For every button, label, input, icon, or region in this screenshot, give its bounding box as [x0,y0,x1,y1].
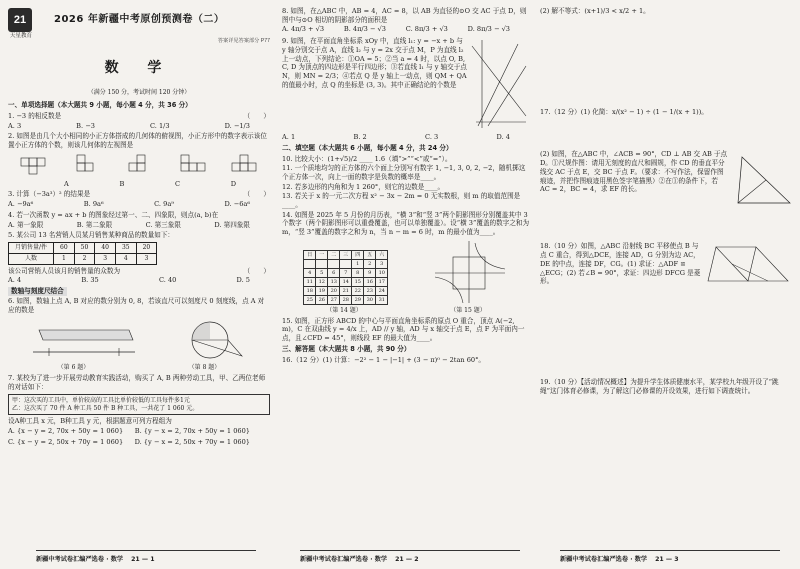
question-17-part-2: (2) 如图，在△ABC 中，∠ACB = 90°，CD ⊥ AB 交 AB 于点 D。①尺规作图：请用无刻度的直尺和圆规，作 CD 的垂直平分线交 AC 于点 E，交 BC 于点 F。（要求：不写作法，保留作图痕迹，并把作图痕迹用黑色签字笔描黑）②在①的条件下，若 AC = 2，BC = 4，求 EF 的长。 [540,150,728,194]
question-13: 13. 若关于 x 的一元二次方程 x² − 3x − 2m = 0 无实数根，则 m 的取值范围是____。 [282,192,521,210]
hyperbola-square-figure [431,239,509,305]
table-row: 25 26 27 28 29 30 31 [304,295,388,304]
answer-space [540,287,794,377]
page-number: 21 — 3 [655,556,679,563]
question-2-option-labels: A B C D [64,179,236,188]
question-1-options: A. 3 B. −3 C. 1/3 D. −1/3 [8,121,250,130]
footer-page-1: 新疆中考试卷汇编严选卷 · 数学 21 — 1 [36,550,256,563]
top-view-figure [19,156,53,178]
page-number: 21 — 1 [131,556,155,563]
question-5-prompt: 该公司营销人员该月的销售量的众数为 （ ） [8,266,270,275]
table-row: 4 5 6 7 8 9 10 [304,268,388,277]
figure-15-caption: （第 15 题） [450,306,486,314]
question-16-part-2: (2) 解不等式：(x+1)/3 < x/2 + 1。 [540,7,650,15]
figure-captions [8,364,270,372]
question-14-15-figures [282,239,530,305]
table-row: 1 2 3 [304,259,388,268]
dialogue-box: 甲：这次买的工具中，单价较高的工具比单价较低的工具每件多1元 乙：这次买了 70 件 A 种工具 50 件 B 种工具，一共花了 1 060 元。 [8,394,270,416]
answer-space [540,117,794,149]
question-3-options: A. −9a⁶ B. 9a⁶ C. 9a⁹ D. −6a⁶ [8,200,250,209]
section-2-title: 二、填空题（本大题共 6 小题，每小题 4 分，共 24 分） [282,143,453,152]
figure-14-caption: （第 14 题） [326,306,362,314]
question-7: 7. 某校为了进一步开展劳动教育实践活动，购买了 A, B 两种劳动工具，甲、乙两位老师的对话如下： [8,374,266,391]
table-row: 日 一 二 三 四 五 六 [304,250,388,259]
answer-space [540,209,794,241]
footer-page-2: 新疆中考试卷汇编严选卷 · 数学 21 — 2 [300,550,520,563]
question-8: 8. 如图，在△ABC 中，AB = 4，AC = 8，以 AB 为直径的⊙O 交 AC 于点 D，则图中与⊙O 相切的阴影部分的面积是 [282,7,527,24]
answer-reference: 答案详见答案部分 P77 [217,38,270,44]
question-9: 9. 如图，在平面直角坐标系 xOy 中，直线 l₁: y = −x + b 与 y 轴分别交于点 A，直线 l₂ 与 y = 2x 交于点 M，P 为直线 l₂ 上一动点，下列结论：①OA = 5；②当 a = 4 时，以点 O, B, C, D 为顶点的四边形是平行四边形；③若直线 l₁ 与 y 轴交于点 N，则 MN = 2/3；④若点 Q 是 y 轴上一动点，则 QM + QA 的值最小时，点 Q 的坐标是 (3, 3)。其中正确结论的个数是 [282,37,467,89]
topic-tag: 数轴与刻度尺结合 [8,287,67,296]
table-row: 人数 1 2 3 4 3 [9,253,157,264]
question-6 [8,287,270,296]
question-14: 14. 如图是 2025 年 5 月份的月历表，“横 3”和“竖 3”两个阴影图形分别覆盖其中 3 个数字（两个阴影图形可以重叠覆盖，也可以单独覆盖）。设“横 3”覆盖的数字之和为 m，“竖 3”覆盖的数字之和为 n，当 n − m = 6 时，m 的最小值为____。 [282,210,530,237]
header [8,6,270,34]
question-4: 4. 若一次函数 y = ax + b 的图象经过第一、二、四象限，则点(a, b)在 [8,210,219,219]
question-18-block [540,241,794,287]
question-4-options: A. 第一象限 B. 第二象限 C. 第三象限 D. 第四象限 [8,220,250,229]
question-18: 18.（10 分）如图，△ABC 沿射线 BC 平移使点 B 与点 C 重合，得到△DCE，连接 AD，G 分别为边 AC，DE 的中点，连接 DF，CG。(1) 求证：△ADF ≌ △ECG；(2) 若∠B = 90°，求证：四边形 DFCG 是菱形。 [540,242,701,286]
table-row: 月销售量/件 60 50 40 35 20 [9,242,157,253]
question-10: 10. 比较大小：(1+√5)/2 ____ 1.6（填“>”“<”或“=”）。 [282,154,452,163]
column-3 [540,6,794,545]
view-option-a [74,152,104,178]
view-option-d [229,152,259,178]
publisher-logo: 天星教育 [10,33,33,39]
sales-table [8,242,157,265]
section-1-title: 一、单项选择题（本大题共 9 小题，每小题 4 分，共 36 分） [8,101,192,110]
paper-number-badge: 21 [8,8,32,32]
translation-triangles-figure [704,241,794,285]
table-row: 18 19 20 21 22 23 24 [304,286,388,295]
subject-title: 数 学 [104,59,174,76]
paper-title: 2026 年新疆中考原创预测卷（二） [54,14,225,26]
question-2-figures [8,152,270,178]
footer-page-3: 新疆中考试卷汇编严选卷 · 数学 21 — 3 [560,550,780,563]
question-19: 19.（10 分）【活动情况概述】为提升学生体质健康水平，某学校九年级开设了“跳绳”这门体育必修课，为了解这门必修课的开设效果，进行如下调查统计。 [540,377,779,395]
question-5-options: A. 4 B. 35 C. 40 D. 5 [8,276,250,285]
question-15: 15. 如图，正方形 ABCD 的中心与平面直角坐标系的原点 O 重合，顶点 A(−2, m)，C 在双曲线 y = 4/x 上，AD // y 轴，AD 与 x 轴交于点 E，点 F 为平面内一点，且∠CFD = 45°，则线段 EF 的最大值为____。 [282,316,525,343]
column-1 [8,6,270,545]
right-triangle-figure [728,149,794,209]
exam-meta: （满分 150 分，考试时间 120 分钟） [87,89,191,97]
question-12: 12. 若多边形的内角和为 1 260°，则它的边数是____。 [282,182,445,191]
view-option-b [126,152,156,178]
question-8-options: A. 4π/3 + √3 B. 4π/3 − √3 C. 8π/3 + √3 D. 8π/3 − √3 [282,25,510,34]
question-5: 5. 某公司 13 名营销人员某月销售某种商品的数量如下： [8,231,175,240]
question-9-options: A. 1 B. 2 C. 3 D. 4 [282,133,510,142]
question-6-text: 6. 如图，数轴上点 A, B 对应的数分别为 0, 8，若该直尺可以刻度尺 0 刻度线，点 A 对应的数是 [8,296,265,314]
figure-6-caption: （第 6 题） [57,364,90,372]
question-9-block [282,36,530,132]
question-3: 3. 计算（−3a³）² 的结果是 （ ） [8,190,270,199]
question-6-8-figures [8,316,270,362]
question-2: 2. 如图是由几个大小相同的小正方体搭成的几何体的俯视图，小正方形中的数字表示该位置小正方体的个数，则该几何体的左视图是 [8,132,267,150]
question-7-prompt: 设A种工具 x 元，B种工具 y 元，根据题意可列方程组为 [8,417,172,426]
calendar-table [303,250,388,305]
figure-captions-2 [282,307,530,315]
coordinate-lines-figure [468,36,530,132]
circle-triangle-figure [180,316,250,362]
question-16: 16.（12 分）(1) 计算：−2² − 1 − |−1| + (3 − π)⁰ − 2tan 60°。 [282,355,485,364]
question-7-options-2: C. {x − y = 2, 50x + 70y = 1 060} D. {y − x = 2, 50x + 70y = 1 060} [8,437,250,446]
ruler-number-line-figure [29,322,139,362]
answer-space [540,17,794,107]
question-11: 11. 一个质地均匀的正方体的六个面上分别写有数字 1, −1, 3, 0, 2, −2，随机掷这个正方体一次，向上一面的数字是负数的概率是____。 [282,164,526,181]
question-17-part-2-block [540,149,794,209]
page-number: 21 — 2 [395,556,419,563]
question-7-options: A. {x − y = 2, 70x + 50y = 1 060} B. {y − x = 2, 70x + 50y = 1 060} [8,427,250,436]
question-1: 1. −3 的相反数是 （ ） [8,111,270,120]
table-row: 11 12 13 14 15 16 17 [304,277,388,286]
question-17: 17.（12 分）(1) 化简：x/(x² − 1) ÷ (1 − 1/(x + 1))。 [540,107,708,116]
view-option-c [178,152,208,178]
figure-8-caption: （第 8 题） [188,364,221,372]
column-2 [282,6,530,545]
section-3-title: 三、解答题（本大题共 8 小题，共 90 分） [282,344,411,353]
